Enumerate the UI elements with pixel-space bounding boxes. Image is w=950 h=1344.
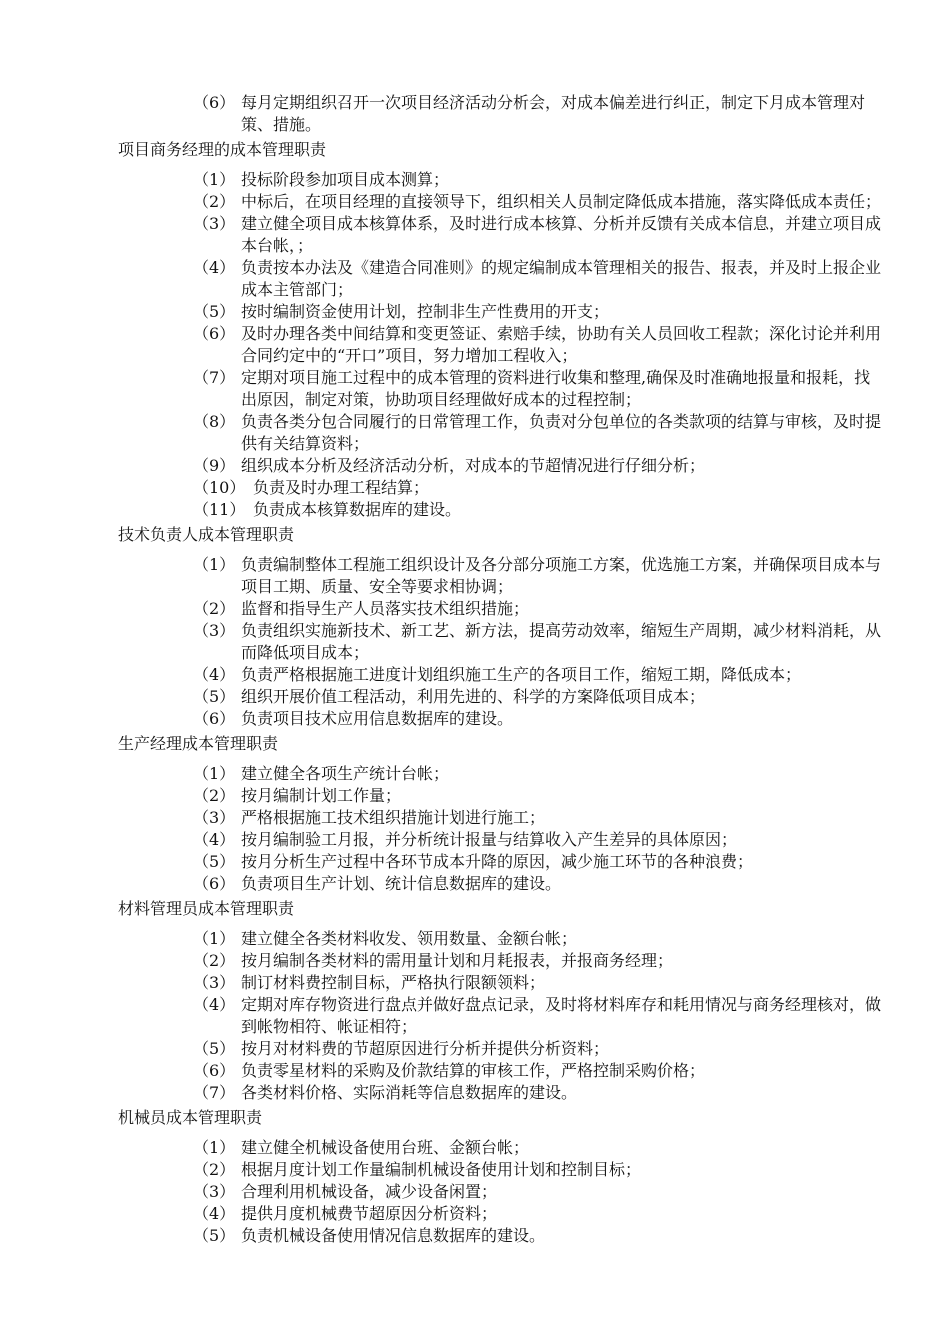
item-number: （5） bbox=[193, 302, 236, 321]
section-heading: 项目商务经理的成本管理职责 bbox=[118, 140, 327, 159]
list-item bbox=[0, 554, 950, 598]
item-text: 负责严格根据施工进度计划组织施工生产的各项目工作，缩短工期，降低成本； bbox=[241, 665, 802, 684]
list-item bbox=[0, 323, 950, 367]
item-number: （3） bbox=[193, 214, 236, 233]
item-text: 负责机械设备使用情况信息数据库的建设。 bbox=[241, 1226, 546, 1245]
list-item bbox=[0, 950, 950, 972]
item-text: 按月编制各类材料的需用量计划和月耗报表，并报商务经理； bbox=[241, 951, 674, 970]
list-item bbox=[0, 1137, 950, 1159]
item-text: 提供月度机械费节超原因分析资料； bbox=[241, 1204, 498, 1223]
item-text: 按月对材料费的节超原因进行分析并提供分析资料； bbox=[241, 1039, 610, 1058]
item-number: （10） bbox=[193, 478, 246, 497]
item-number: （9） bbox=[193, 456, 236, 475]
list-item bbox=[0, 851, 950, 873]
list-item bbox=[0, 686, 950, 708]
list-item bbox=[0, 169, 950, 191]
item-text: 按月分析生产过程中各环节成本升降的原因，减少施工环节的各种浪费； bbox=[241, 852, 754, 871]
item-text: 每月定期组织召开一次项目经济活动分析会，对成本偏差进行纠正，制定下月成本管理对策、措施。 bbox=[241, 93, 866, 134]
item-text: 中标后，在项目经理的直接领导下，组织相关人员制定降低成本措施，落实降低成本责任； bbox=[241, 192, 882, 211]
list-item bbox=[0, 367, 950, 411]
item-number: （3） bbox=[193, 973, 236, 992]
list-item bbox=[0, 1159, 950, 1181]
item-text: 建立健全各类材料收发、领用数量、金额台帐； bbox=[241, 929, 578, 948]
item-number: （2） bbox=[193, 786, 236, 805]
item-number: （11） bbox=[193, 500, 246, 519]
section bbox=[0, 730, 950, 895]
list-item bbox=[0, 972, 950, 994]
list-item bbox=[0, 191, 950, 213]
item-text: 及时办理各类中间结算和变更签证、索赔手续，协助有关人员回收工程款；深化讨论并利用合同约定中的“开口”项目，努力增加工程收入； bbox=[241, 324, 882, 365]
section bbox=[0, 521, 950, 730]
item-number: （2） bbox=[193, 599, 236, 618]
item-number: （2） bbox=[193, 951, 236, 970]
item-text: 制订材料费控制目标，严格执行限额领料； bbox=[241, 973, 546, 992]
list-item bbox=[0, 257, 950, 301]
item-number: （6） bbox=[193, 874, 236, 893]
document-page bbox=[0, 92, 950, 1247]
item-number: （4） bbox=[193, 995, 236, 1014]
list-item bbox=[0, 1060, 950, 1082]
list-item bbox=[0, 598, 950, 620]
item-text: 负责项目生产计划、统计信息数据库的建设。 bbox=[241, 874, 562, 893]
section-heading: 技术负责人成本管理职责 bbox=[118, 525, 295, 544]
section bbox=[0, 895, 950, 1104]
item-text: 负责组织实施新技术、新工艺、新方法，提高劳动效率，缩短生产周期，减少材料消耗，从而降低项目成本； bbox=[241, 621, 882, 662]
list-item bbox=[0, 213, 950, 257]
item-number: （5） bbox=[193, 1226, 236, 1245]
item-number: （4） bbox=[193, 665, 236, 684]
item-text: 各类材料价格、实际消耗等信息数据库的建设。 bbox=[241, 1083, 578, 1102]
section-heading: 生产经理成本管理职责 bbox=[118, 734, 279, 753]
list-item bbox=[0, 477, 950, 499]
list-item bbox=[0, 664, 950, 686]
item-number: （3） bbox=[193, 808, 236, 827]
section-heading: 机械员成本管理职责 bbox=[118, 1108, 263, 1127]
item-text: 负责各类分包合同履行的日常管理工作，负责对分包单位的各类款项的结算与审核，及时提供有关结算资料； bbox=[241, 412, 882, 453]
list-item bbox=[0, 873, 950, 895]
item-number: （3） bbox=[193, 621, 236, 640]
item-text: 负责项目技术应用信息数据库的建设。 bbox=[241, 709, 514, 728]
list-item bbox=[0, 620, 950, 664]
item-text: 负责及时办理工程结算； bbox=[253, 478, 430, 497]
item-text: 监督和指导生产人员落实技术组织措施； bbox=[241, 599, 530, 618]
item-text: 按月编制计划工作量； bbox=[241, 786, 402, 805]
item-text: 负责成本核算数据库的建设。 bbox=[253, 500, 462, 519]
list-item bbox=[0, 928, 950, 950]
list-item bbox=[0, 807, 950, 829]
list-item bbox=[0, 455, 950, 477]
list-item bbox=[0, 1225, 950, 1247]
list-item bbox=[0, 994, 950, 1038]
item-text: 建立健全项目成本核算体系，及时进行成本核算、分析并反馈有关成本信息，并建立项目成本台帐，； bbox=[241, 214, 882, 255]
item-text: 投标阶段参加项目成本测算； bbox=[241, 170, 450, 189]
item-text: 定期对项目施工过程中的成本管理的资料进行收集和整理,确保及时准确地报量和报耗，找出原因，制定对策，协助项目经理做好成本的过程控制； bbox=[241, 368, 871, 409]
item-text: 严格根据施工技术组织措施计划进行施工； bbox=[241, 808, 546, 827]
list-item bbox=[0, 499, 950, 521]
list-item bbox=[0, 829, 950, 851]
item-text: 组织开展价值工程活动，利用先进的、科学的方案降低项目成本； bbox=[241, 687, 706, 706]
list-item bbox=[0, 1203, 950, 1225]
item-number: （5） bbox=[193, 1039, 236, 1058]
list-item bbox=[0, 763, 950, 785]
item-number: （1） bbox=[193, 555, 236, 574]
list-item bbox=[0, 785, 950, 807]
item-number: （7） bbox=[193, 1083, 236, 1102]
item-text: 定期对库存物资进行盘点并做好盘点记录，及时将材料库存和耗用情况与商务经理核对，做到帐物相符、帐证相符； bbox=[241, 995, 882, 1036]
item-number: （6） bbox=[193, 709, 236, 728]
section bbox=[0, 136, 950, 521]
item-number: （4） bbox=[193, 1204, 236, 1223]
section-heading: 材料管理员成本管理职责 bbox=[118, 899, 295, 918]
section bbox=[0, 1104, 950, 1247]
item-number: （1） bbox=[193, 170, 236, 189]
item-number: （6） bbox=[193, 93, 236, 112]
item-number: （5） bbox=[193, 852, 236, 871]
lead-list bbox=[0, 92, 950, 136]
item-number: （5） bbox=[193, 687, 236, 706]
item-number: （6） bbox=[193, 324, 236, 343]
sections-container bbox=[0, 136, 950, 1247]
item-number: （1） bbox=[193, 929, 236, 948]
item-number: （1） bbox=[193, 1138, 236, 1157]
list-item bbox=[0, 1038, 950, 1060]
item-text: 按时编制资金使用计划，控制非生产性费用的开支； bbox=[241, 302, 610, 321]
item-text: 负责按本办法及《建造合同准则》的规定编制成本管理相关的报告、报表，并及时上报企业成本主管部门； bbox=[241, 258, 882, 299]
item-text: 建立健全各项生产统计台帐； bbox=[241, 764, 450, 783]
item-number: （8） bbox=[193, 412, 236, 431]
list-item bbox=[0, 301, 950, 323]
list-item bbox=[0, 411, 950, 455]
item-number: （2） bbox=[193, 192, 236, 211]
item-text: 合理利用机械设备，减少设备闲置； bbox=[241, 1182, 498, 1201]
item-number: （6） bbox=[193, 1061, 236, 1080]
item-text: 建立健全机械设备使用台班、金额台帐； bbox=[241, 1138, 530, 1157]
item-text: 负责零星材料的采购及价款结算的审核工作，严格控制采购价格； bbox=[241, 1061, 706, 1080]
item-number: （4） bbox=[193, 258, 236, 277]
item-number: （2） bbox=[193, 1160, 236, 1179]
item-text: 组织成本分析及经济活动分析，对成本的节超情况进行仔细分析； bbox=[241, 456, 706, 475]
list-item bbox=[0, 1181, 950, 1203]
item-number: （1） bbox=[193, 764, 236, 783]
item-text: 负责编制整体工程施工组织设计及各分部分项施工方案，优选施工方案，并确保项目成本与项目工期、质量、安全等要求相协调； bbox=[241, 555, 882, 596]
item-number: （7） bbox=[193, 368, 236, 387]
item-text: 根据月度计划工作量编制机械设备使用计划和控制目标； bbox=[241, 1160, 642, 1179]
item-number: （4） bbox=[193, 830, 236, 849]
list-item bbox=[0, 92, 950, 136]
list-item bbox=[0, 1082, 950, 1104]
item-number: （3） bbox=[193, 1182, 236, 1201]
list-item bbox=[0, 708, 950, 730]
item-text: 按月编制验工月报，并分析统计报量与结算收入产生差异的具体原因； bbox=[241, 830, 738, 849]
